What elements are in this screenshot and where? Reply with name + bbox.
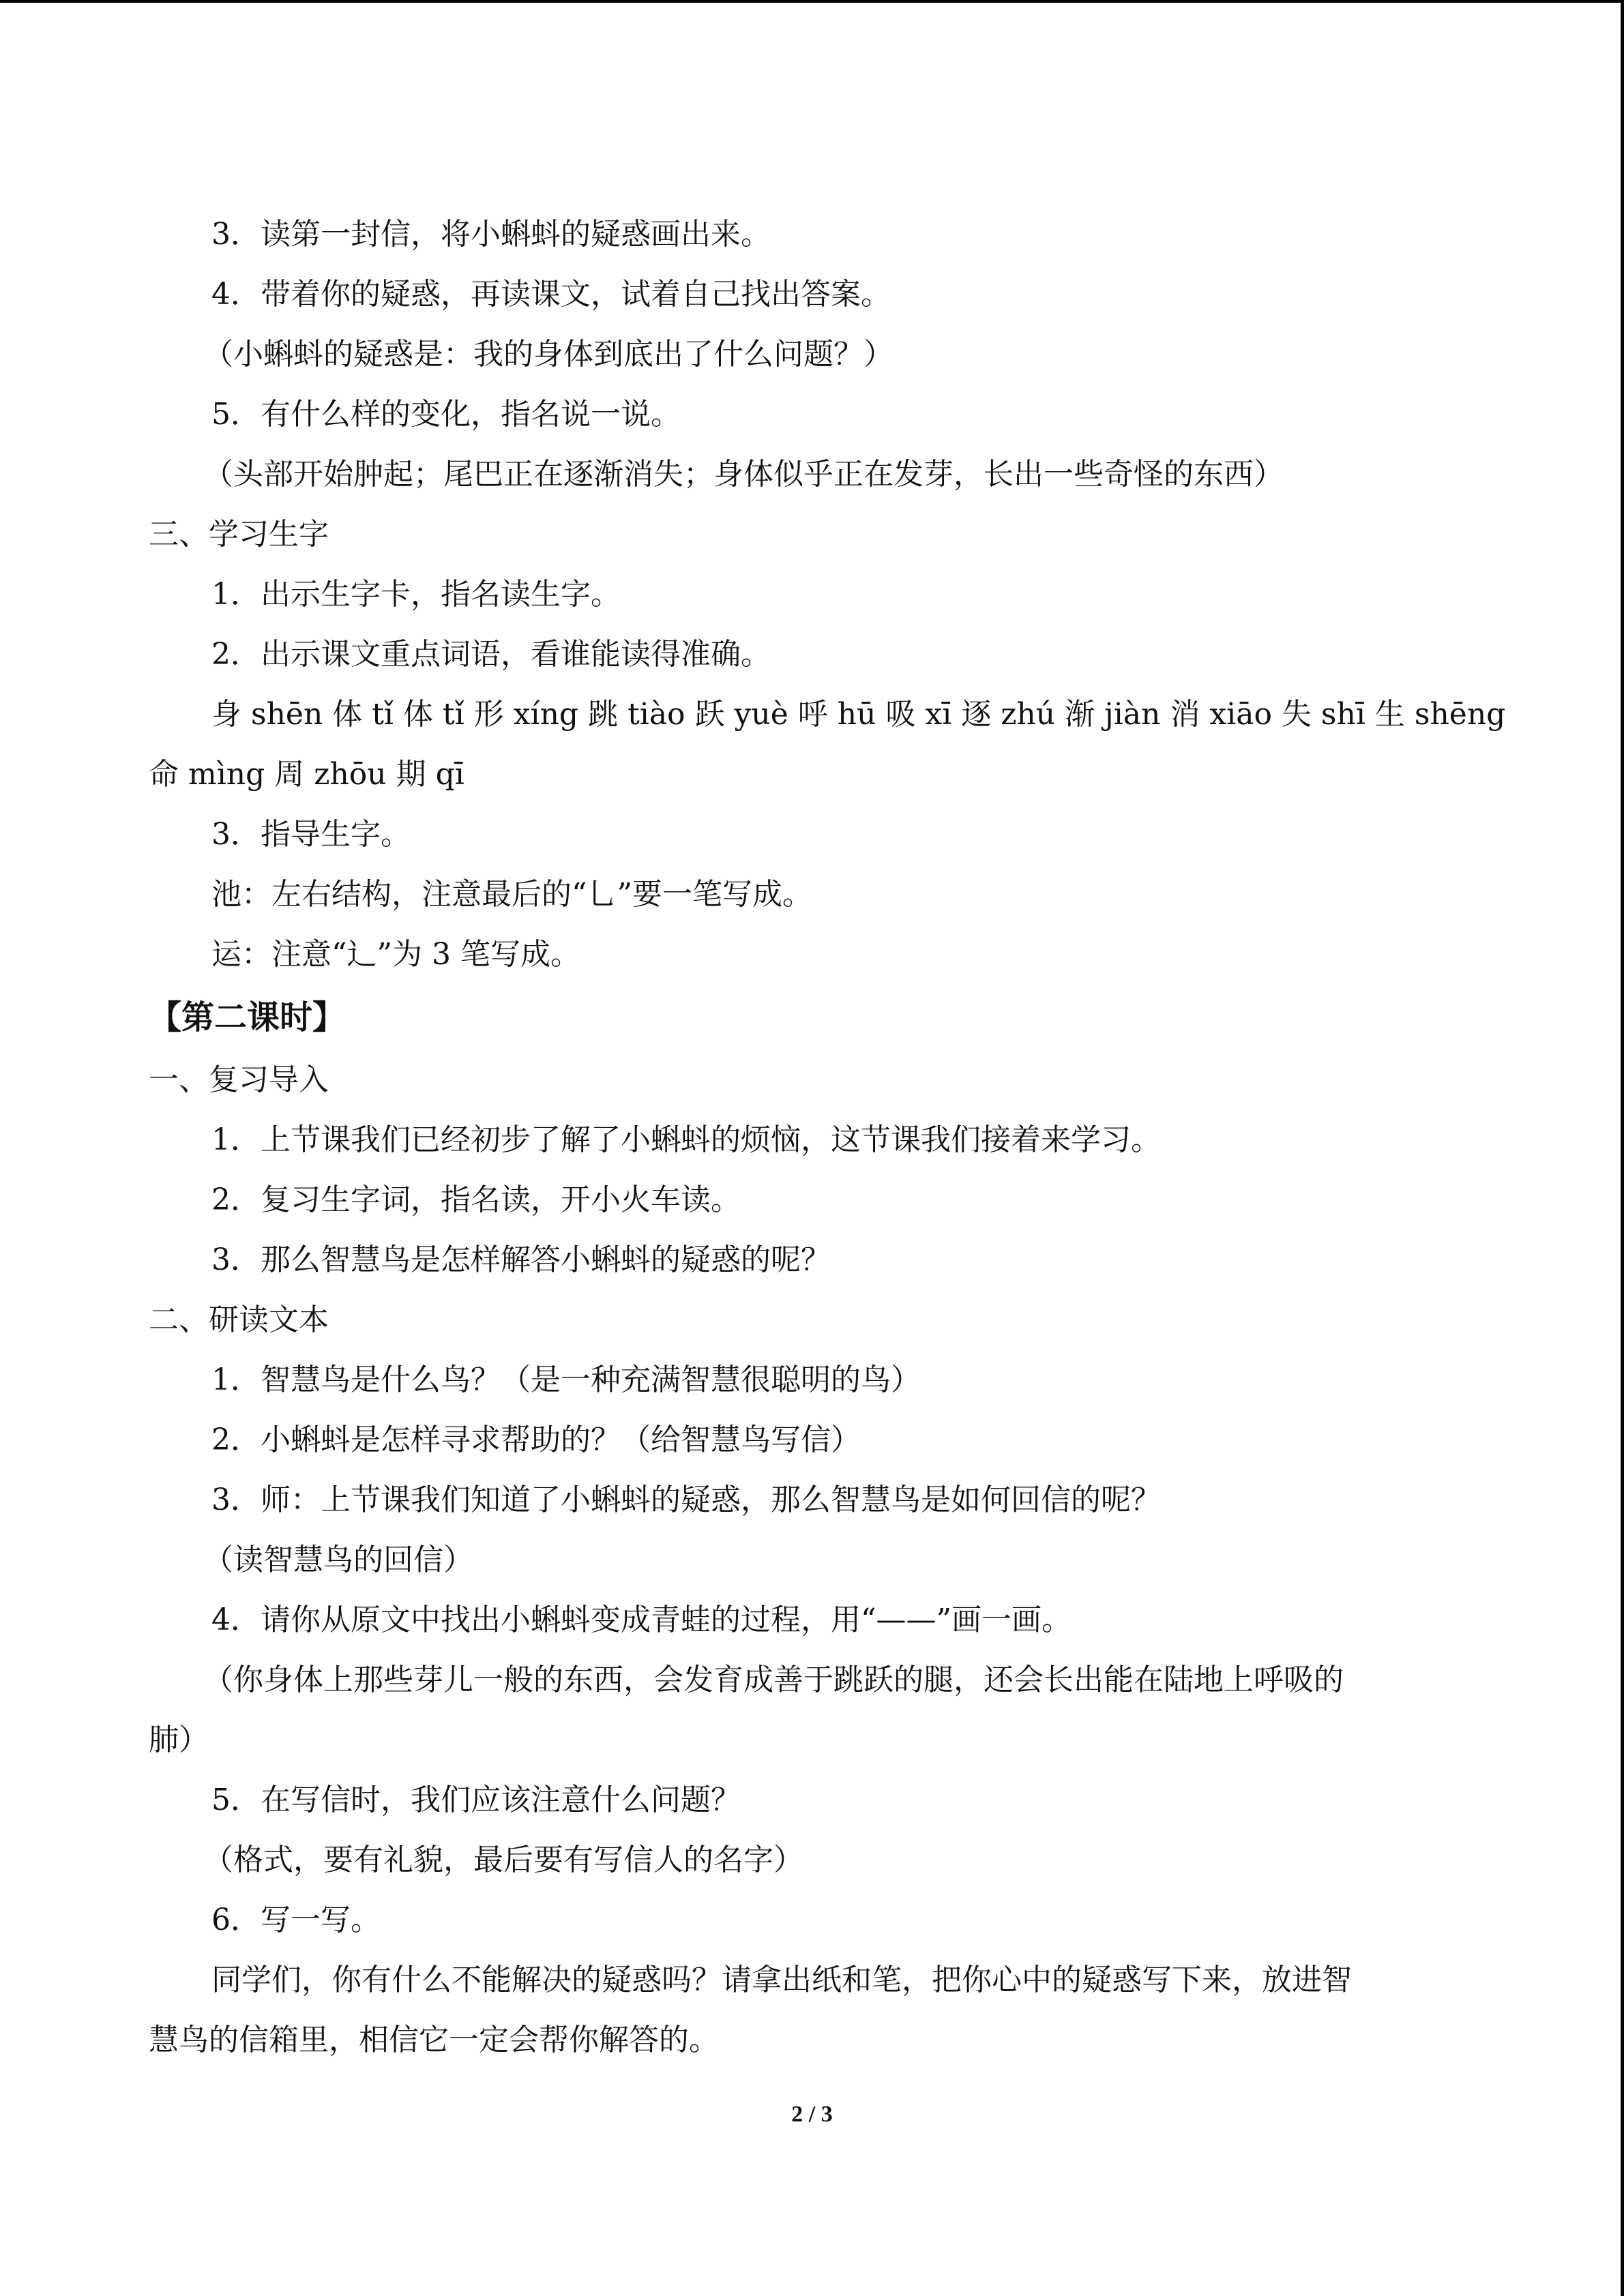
text-line: （小蝌蚪的疑惑是：我的身体到底出了什么问题？） <box>203 337 894 372</box>
right-border-line <box>1621 0 1624 2296</box>
text-line: （头部开始肿起；尾巴正在逐渐消失；身体似乎正在发芽，长出一些奇怪的东西） <box>203 457 1284 492</box>
text-line: 5．在写信时，我们应该注意什么问题？ <box>211 1783 741 1817</box>
section-heading: 三、学习生字 <box>149 517 329 552</box>
text-line: 同学们，你有什么不能解决的疑惑吗？请拿出纸和笔，把你心中的疑惑写下来，放进智 <box>211 1963 1352 1997</box>
lesson-plan-body <box>149 205 1506 2070</box>
text-line: 3．读第一封信，将小蝌蚪的疑惑画出来。 <box>211 217 771 252</box>
text-line: （读智慧鸟的回信） <box>203 1542 473 1577</box>
text-line: 3．师：上节课我们知道了小蝌蚪的疑惑，那么智慧鸟是如何回信的呢？ <box>211 1482 1161 1517</box>
top-border-line <box>0 0 1624 3</box>
text-line: 6．写一写。 <box>211 1903 381 1937</box>
text-line: 3．那么智慧鸟是怎样解答小蝌蚪的疑惑的呢？ <box>211 1242 831 1277</box>
text-line: （格式，要有礼貌，最后要有写信人的名字） <box>203 1843 803 1877</box>
text-line: 1．上节课我们已经初步了解了小蝌蚪的烦恼，这节课我们接着来学习。 <box>211 1122 1161 1157</box>
text-line: 2．复习生字词，指名读，开小火车读。 <box>211 1182 741 1217</box>
text-line: （你身体上那些芽儿一般的东西，会发育成善于跳跃的腿，还会长出能在陆地上呼吸的 <box>203 1663 1344 1697</box>
lesson-heading: 【第二课时】 <box>149 998 346 1037</box>
text-line: 5．有什么样的变化，指名说一说。 <box>211 397 681 432</box>
text-line: 2．出示课文重点词语，看谁能读得准确。 <box>211 637 771 672</box>
section-heading: 一、复习导入 <box>149 1062 329 1097</box>
page-number: 2 / 3 <box>791 2102 833 2127</box>
text-line: 慧鸟的信箱里，相信它一定会帮你解答的。 <box>149 2023 719 2057</box>
text-line: 运：注意“辶”为 3 笔写成。 <box>211 937 580 972</box>
section-heading: 二、研读文本 <box>149 1302 329 1337</box>
text-line: 4．请你从原文中找出小蝌蚪变成青蛙的过程，用“——”画一画。 <box>211 1602 1072 1637</box>
text-line: 1．出示生字卡，指名读生字。 <box>211 577 621 612</box>
pinyin-line: 身 shēn 体 tǐ 体 tǐ 形 xíng 跳 tiào 跃 yuè 呼 hū 吸 xī 逐 zhú 渐 jiàn 消 xiāo 失 shī 生 shēng <box>211 697 1506 732</box>
text-line: 肺） <box>149 1723 209 1757</box>
pinyin-line: 命 mìng 周 zhōu 期 qī <box>149 757 464 792</box>
text-line: 4．带着你的疑惑，再读课文，试着自己找出答案。 <box>211 277 891 312</box>
text-line: 3．指导生字。 <box>211 817 411 852</box>
text-line: 池：左右结构，注意最后的“乚”要一笔写成。 <box>211 877 812 912</box>
text-line: 2．小蝌蚪是怎样寻求帮助的？（给智慧鸟写信） <box>211 1422 861 1457</box>
text-line: 1．智慧鸟是什么鸟？（是一种充满智慧很聪明的鸟） <box>211 1362 921 1397</box>
